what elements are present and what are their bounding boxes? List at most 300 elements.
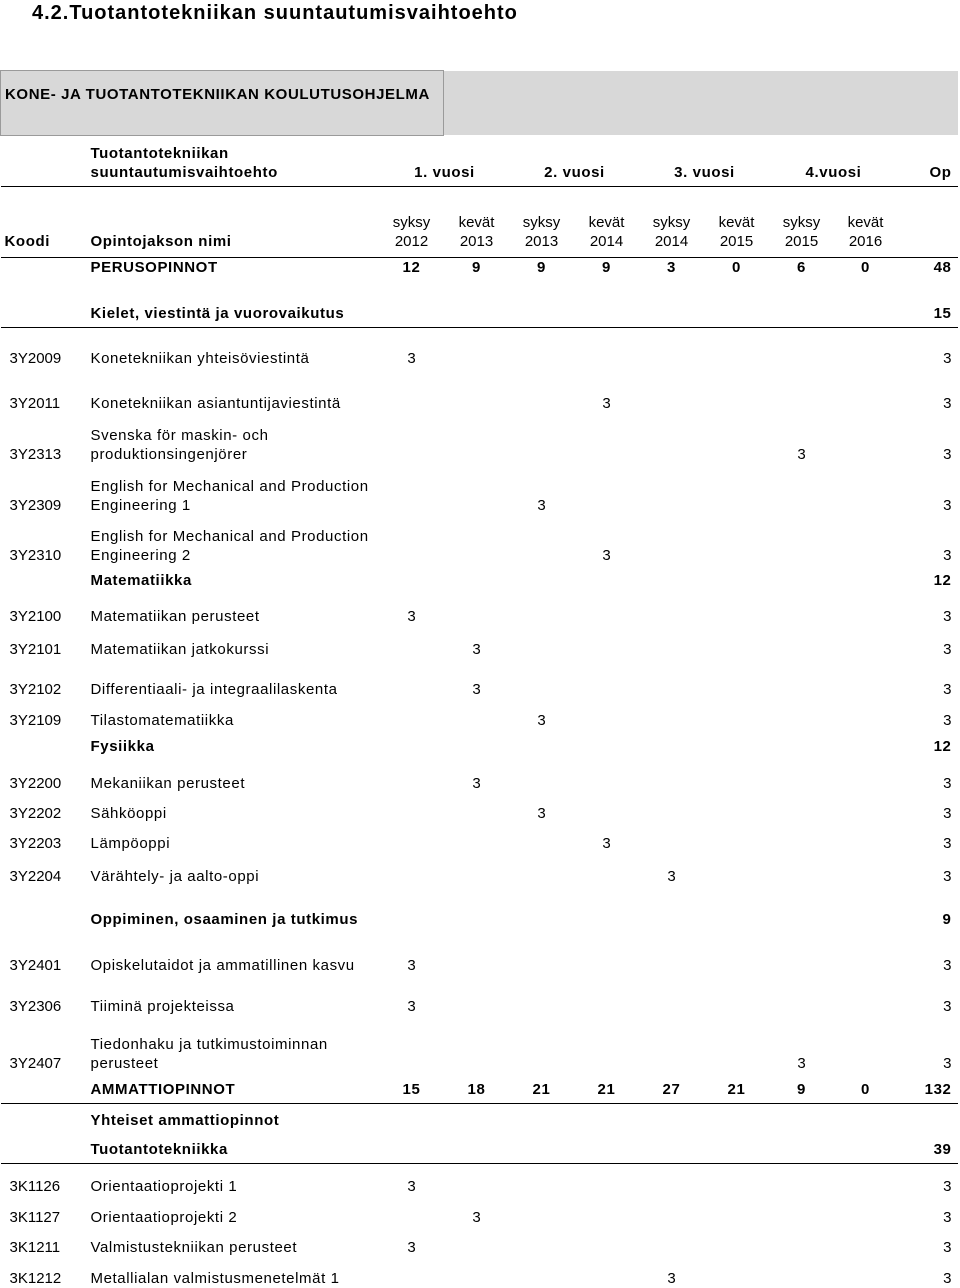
semester-credits [444, 328, 510, 369]
semester-credits [640, 515, 704, 566]
semester-credits [574, 853, 640, 885]
course-name: Metallialan valmistusmenetelmät 1 [90, 1270, 340, 1287]
semester-credits: 3 [602, 395, 611, 413]
semester-credits [444, 730, 510, 760]
semester-credits [444, 853, 510, 885]
table-row [1, 1164, 958, 1196]
table-row [1, 933, 958, 976]
course-name: Mekaniikan perusteet [90, 774, 246, 792]
semester-credits [704, 1196, 770, 1226]
total-credits: 3 [943, 867, 952, 885]
semester-credits [704, 793, 770, 823]
semester-credits [640, 1196, 704, 1226]
total-credits: 12 [933, 571, 952, 589]
semester-term: syksy [652, 213, 691, 231]
table-row [1, 760, 958, 792]
semester-credits [704, 975, 770, 1016]
table-subtitle: Tuotantotekniikan suuntautumisvaihtoehto [87, 135, 380, 186]
course-name: Orientaatioprojekti 2 [90, 1208, 238, 1226]
total-credits: 12 [933, 738, 952, 756]
semester-credits [444, 368, 510, 413]
semester-credits [640, 699, 704, 729]
semester-credits [510, 1103, 574, 1133]
course-name: Tiedonhaku ja tutkimustoiminnan perusteet [90, 1035, 328, 1072]
semester-credits [704, 659, 770, 700]
semester-credits [770, 1103, 834, 1133]
semester-credits: 3 [667, 867, 676, 885]
semester-credits [640, 659, 704, 700]
semester-credits [834, 368, 898, 413]
semester-credits [640, 413, 704, 464]
course-code: 3Y2401 [9, 957, 62, 975]
semester-credits [380, 853, 444, 885]
total-credits: 3 [943, 957, 952, 975]
course-name: Sähköoppi [90, 805, 167, 822]
course-code: 3Y2102 [9, 681, 62, 699]
semester-credits [704, 1016, 770, 1073]
semester-credits [704, 368, 770, 413]
course-code [1, 281, 87, 328]
semester-credits: 6 [797, 259, 806, 277]
semester-credits [704, 886, 770, 933]
table-row [1, 659, 958, 700]
semester-credits [834, 975, 898, 1016]
semester-credits [770, 626, 834, 658]
year-1-label: 1. vuosi [380, 135, 510, 186]
semester-credits [380, 1257, 444, 1288]
semester-credits [834, 760, 898, 792]
table-row [1, 328, 958, 369]
table-row [1, 793, 958, 823]
semester-credits [770, 760, 834, 792]
year-3-label: 3. vuosi [640, 135, 770, 186]
course-name: Konetekniikan asiantuntijaviestintä [90, 395, 341, 413]
semester-credits [640, 793, 704, 823]
semester-credits [834, 281, 898, 328]
semester-credits: 3 [602, 547, 611, 565]
semester-credits [834, 853, 898, 885]
semester-credits [770, 1257, 834, 1288]
semester-credits [380, 368, 444, 413]
semester-credits [704, 413, 770, 464]
semester-credits [574, 659, 640, 700]
total-credits: 3 [943, 445, 952, 463]
table-row [1, 1196, 958, 1226]
semester-credits [510, 659, 574, 700]
semester-credits: 3 [407, 1178, 416, 1196]
semester-credits [444, 1103, 510, 1133]
total-credits: 3 [943, 805, 952, 822]
semester-term: syksy [782, 213, 821, 231]
col-name-label: Opintojakson nimi [87, 186, 380, 257]
semester-credits [510, 823, 574, 853]
semester-credits: 21 [574, 1073, 640, 1103]
semester-credits [380, 565, 444, 593]
semester-credits: 15 [380, 1073, 444, 1103]
semester-credits [510, 853, 574, 885]
semester-credits [574, 1164, 640, 1196]
semester-credits [704, 823, 770, 853]
semester-credits [574, 1257, 640, 1288]
semester-credits [704, 730, 770, 760]
course-code [1, 1073, 87, 1103]
semester-credits [574, 760, 640, 792]
course-name: Tilastomatematiikka [90, 711, 234, 729]
semester-credits [510, 281, 574, 328]
semester-credits [834, 659, 898, 700]
semester-credits [834, 699, 898, 729]
course-code: 3Y2204 [9, 867, 62, 885]
semester-credits [640, 1016, 704, 1073]
semester-credits [834, 594, 898, 626]
semester-credits [640, 368, 704, 413]
semester-credits: 3 [537, 711, 546, 729]
table-row [1, 626, 958, 658]
op-label: Op [898, 135, 958, 186]
course-code [1, 730, 87, 760]
semester-header [380, 186, 444, 257]
semester-credits [770, 1134, 834, 1164]
semester-credits [834, 328, 898, 369]
semester-header [834, 186, 898, 257]
semester-credits [510, 1134, 574, 1164]
total-credits: 3 [943, 681, 952, 699]
semester-credits: 3 [407, 997, 416, 1015]
semester-credits [380, 730, 444, 760]
page-heading: 4.2.Tuotantotekniikan suuntautumisvaihtoehto [32, 2, 518, 24]
semester-credits [444, 886, 510, 933]
semester-credits: 12 [402, 259, 421, 277]
semester-credits: 3 [407, 350, 416, 368]
semester-credits [770, 823, 834, 853]
semester-credits [380, 823, 444, 853]
semester-credits: 3 [667, 259, 676, 277]
section-title: Kielet, viestintä ja vuorovaikutus [87, 281, 380, 328]
semester-credits [510, 565, 574, 593]
semester-credits: 0 [732, 259, 741, 277]
semester-credits [574, 933, 640, 976]
semester-credits: 3 [407, 957, 416, 975]
course-code: 3Y2202 [9, 805, 62, 822]
course-code: 3Y2313 [9, 445, 62, 463]
semester-credits: 21 [510, 1073, 574, 1103]
total-credits: 3 [943, 547, 952, 565]
course-code: 3Y2306 [9, 997, 62, 1015]
semester-credits [574, 464, 640, 515]
section-title: Yhteiset ammattiopinnot [90, 1111, 280, 1129]
semester-credits [834, 626, 898, 658]
course-code [1, 886, 87, 933]
table-row [1, 257, 958, 281]
course-name: Opiskelutaidot ja ammatillinen kasvu [90, 957, 355, 975]
semester-year: 2014 [654, 232, 689, 250]
semester-credits [770, 1196, 834, 1226]
semester-year: 2012 [394, 232, 429, 250]
total-credits: 3 [943, 1208, 952, 1226]
semester-credits [704, 464, 770, 515]
table-row [1, 1103, 958, 1133]
semester-credits [380, 1016, 444, 1073]
semester-credits [640, 565, 704, 593]
semester-credits [770, 793, 834, 823]
semester-credits [574, 328, 640, 369]
semester-credits [834, 793, 898, 823]
semester-credits [640, 823, 704, 853]
semester-credits: 3 [472, 1208, 481, 1226]
semester-credits [510, 626, 574, 658]
semester-credits [704, 699, 770, 729]
semester-credits [380, 1134, 444, 1164]
semester-credits [574, 1016, 640, 1073]
semester-credits: 3 [602, 835, 611, 853]
semester-credits [834, 413, 898, 464]
total-credits: 9 [942, 910, 952, 928]
semester-credits [380, 413, 444, 464]
semester-credits [834, 823, 898, 853]
semester-credits [380, 515, 444, 566]
table-row [1, 699, 958, 729]
course-code [1, 565, 87, 593]
course-code [1, 257, 87, 281]
course-code: 3Y2109 [9, 711, 62, 729]
semester-credits [834, 1164, 898, 1196]
semester-term: kevät [847, 213, 884, 231]
semester-credits [834, 464, 898, 515]
total-credits: 39 [898, 1134, 958, 1164]
semester-credits [640, 281, 704, 328]
semester-credits [704, 328, 770, 369]
semester-credits: 0 [861, 259, 870, 277]
semester-credits [834, 1196, 898, 1226]
semester-credits [770, 281, 834, 328]
course-code: 3K1212 [9, 1270, 62, 1287]
semester-credits [640, 1103, 704, 1133]
semester-credits [640, 975, 704, 1016]
table-row [1, 975, 958, 1016]
semester-credits [834, 565, 898, 593]
semester-credits: 9 [770, 1073, 834, 1103]
col-code-label: Koodi [1, 186, 87, 257]
table-row [1, 594, 958, 626]
semester-credits [704, 281, 770, 328]
table-row [1, 853, 958, 885]
semester-credits [510, 1164, 574, 1196]
course-code [1, 1134, 87, 1164]
semester-credits: 3 [537, 805, 546, 822]
total-credits: 3 [943, 350, 952, 368]
total-credits: 3 [943, 774, 952, 792]
course-code [1, 1103, 87, 1133]
semester-credits [770, 328, 834, 369]
semester-credits [704, 853, 770, 885]
semester-credits [834, 1257, 898, 1288]
semester-credits [444, 933, 510, 976]
semester-header [510, 186, 574, 257]
semester-credits: 3 [407, 1239, 416, 1257]
semester-credits: 27 [640, 1073, 704, 1103]
course-name: English for Mechanical and Production Engineering 1 [90, 477, 369, 514]
semester-term: kevät [458, 213, 495, 231]
semester-credits [834, 730, 898, 760]
table-row [1, 1257, 958, 1288]
semester-credits [510, 730, 574, 760]
semester-credits [574, 281, 640, 328]
semester-credits [510, 933, 574, 976]
semester-term: kevät [718, 213, 755, 231]
semester-credits: 3 [537, 496, 546, 514]
semester-credits [640, 464, 704, 515]
course-name: Lämpöoppi [90, 835, 171, 853]
year-header-row [1, 135, 958, 186]
course-code: 3Y2009 [9, 350, 62, 368]
semester-year: 2015 [784, 232, 819, 250]
semester-credits: 3 [797, 1054, 806, 1072]
semester-credits [380, 1103, 444, 1133]
course-code: 3Y2200 [9, 774, 62, 792]
semester-credits [770, 565, 834, 593]
table-row [1, 565, 958, 593]
total-credits: 3 [943, 997, 952, 1015]
semester-credits [444, 1164, 510, 1196]
course-name: Tiiminä projekteissa [90, 997, 235, 1015]
semester-credits [770, 464, 834, 515]
semester-credits [510, 594, 574, 626]
semester-credits [640, 730, 704, 760]
total-credits: 3 [943, 608, 952, 626]
semester-credits [380, 281, 444, 328]
semester-year: 2015 [719, 232, 754, 250]
course-code: 3K1211 [9, 1239, 61, 1257]
semester-credits [640, 760, 704, 792]
semester-credits [770, 886, 834, 933]
semester-credits [574, 730, 640, 760]
semester-credits [704, 933, 770, 976]
semester-credits [444, 699, 510, 729]
semester-credits [574, 413, 640, 464]
total-credits: 3 [943, 1054, 952, 1072]
semester-header [770, 186, 834, 257]
semester-credits [574, 594, 640, 626]
semester-term: syksy [522, 213, 561, 231]
course-code: 3Y2407 [9, 1054, 62, 1072]
semester-header [444, 186, 510, 257]
total-credits: 3 [943, 1239, 952, 1257]
semester-credits [510, 515, 574, 566]
semester-credits: 9 [472, 259, 481, 277]
semester-credits [510, 1227, 574, 1257]
semester-credits: 18 [444, 1073, 510, 1103]
semester-credits: 9 [537, 259, 546, 277]
total-credits: 3 [943, 1270, 952, 1287]
semester-credits: 3 [667, 1270, 676, 1287]
table-row [1, 368, 958, 413]
semester-credits [704, 1134, 770, 1164]
course-code: 3K1126 [9, 1178, 61, 1196]
semester-credits: 3 [407, 608, 416, 626]
semester-credits [704, 594, 770, 626]
semester-credits [444, 1134, 510, 1164]
semester-credits [770, 933, 834, 976]
table-row [1, 464, 958, 515]
course-code: 3Y2203 [9, 835, 62, 853]
semester-term: syksy [392, 213, 431, 231]
year-4-label: 4.vuosi [770, 135, 898, 186]
semester-credits [444, 413, 510, 464]
semester-credits [770, 975, 834, 1016]
section-title: Matematiikka [90, 571, 192, 589]
course-name: Matematiikan perusteet [90, 608, 260, 626]
semester-credits [380, 886, 444, 933]
semester-credits [574, 1227, 640, 1257]
table-title-row [1, 71, 958, 136]
semester-credits [444, 565, 510, 593]
course-name: Konetekniikan yhteisöviestintä [90, 350, 310, 368]
table-row [1, 886, 958, 933]
semester-credits [380, 793, 444, 823]
semester-credits [770, 515, 834, 566]
course-code: 3K1127 [9, 1208, 61, 1226]
semester-credits [574, 565, 640, 593]
semester-credits [704, 1164, 770, 1196]
total-credits: 3 [943, 395, 952, 413]
course-name: Matematiikan jatkokurssi [90, 640, 270, 658]
semester-credits [510, 760, 574, 792]
table-row [1, 515, 958, 566]
table-row [1, 281, 958, 328]
table-row [1, 1016, 958, 1073]
semester-credits [834, 1016, 898, 1073]
semester-credits [510, 886, 574, 933]
semester-credits [770, 699, 834, 729]
semester-credits [704, 1103, 770, 1133]
semester-credits [640, 886, 704, 933]
table-row [1, 1073, 958, 1103]
section-title: Fysiikka [90, 738, 155, 756]
course-name: Differentiaali- ja integraalilaskenta [90, 681, 338, 699]
semester-credits [834, 886, 898, 933]
total-credits: 3 [943, 835, 952, 853]
semester-credits [640, 1227, 704, 1257]
semester-credits [380, 464, 444, 515]
semester-credits [770, 1164, 834, 1196]
semester-credits [574, 1196, 640, 1226]
table-title-filler [444, 71, 958, 136]
semester-credits [510, 975, 574, 1016]
year-header-blank [1, 135, 87, 186]
semester-year: 2013 [524, 232, 559, 250]
semester-credits [510, 413, 574, 464]
semester-credits [574, 1103, 640, 1133]
total-credits: 3 [943, 496, 952, 514]
semester-credits [704, 565, 770, 593]
semester-credits [380, 659, 444, 700]
semester-credits: 21 [704, 1073, 770, 1103]
semester-credits [510, 1196, 574, 1226]
total-credits [898, 1103, 958, 1133]
semester-credits: 3 [797, 445, 806, 463]
total-credits: 3 [943, 1178, 952, 1196]
course-code: 3Y2309 [9, 496, 62, 514]
semester-credits [770, 1227, 834, 1257]
semester-credits [380, 760, 444, 792]
course-name: Värähtely- ja aalto-oppi [90, 867, 260, 885]
semester-header-row [1, 186, 958, 257]
semester-credits [834, 933, 898, 976]
total-credits: 3 [943, 711, 952, 729]
study-plan-table [0, 70, 958, 1288]
semester-credits [444, 975, 510, 1016]
semester-credits [770, 730, 834, 760]
